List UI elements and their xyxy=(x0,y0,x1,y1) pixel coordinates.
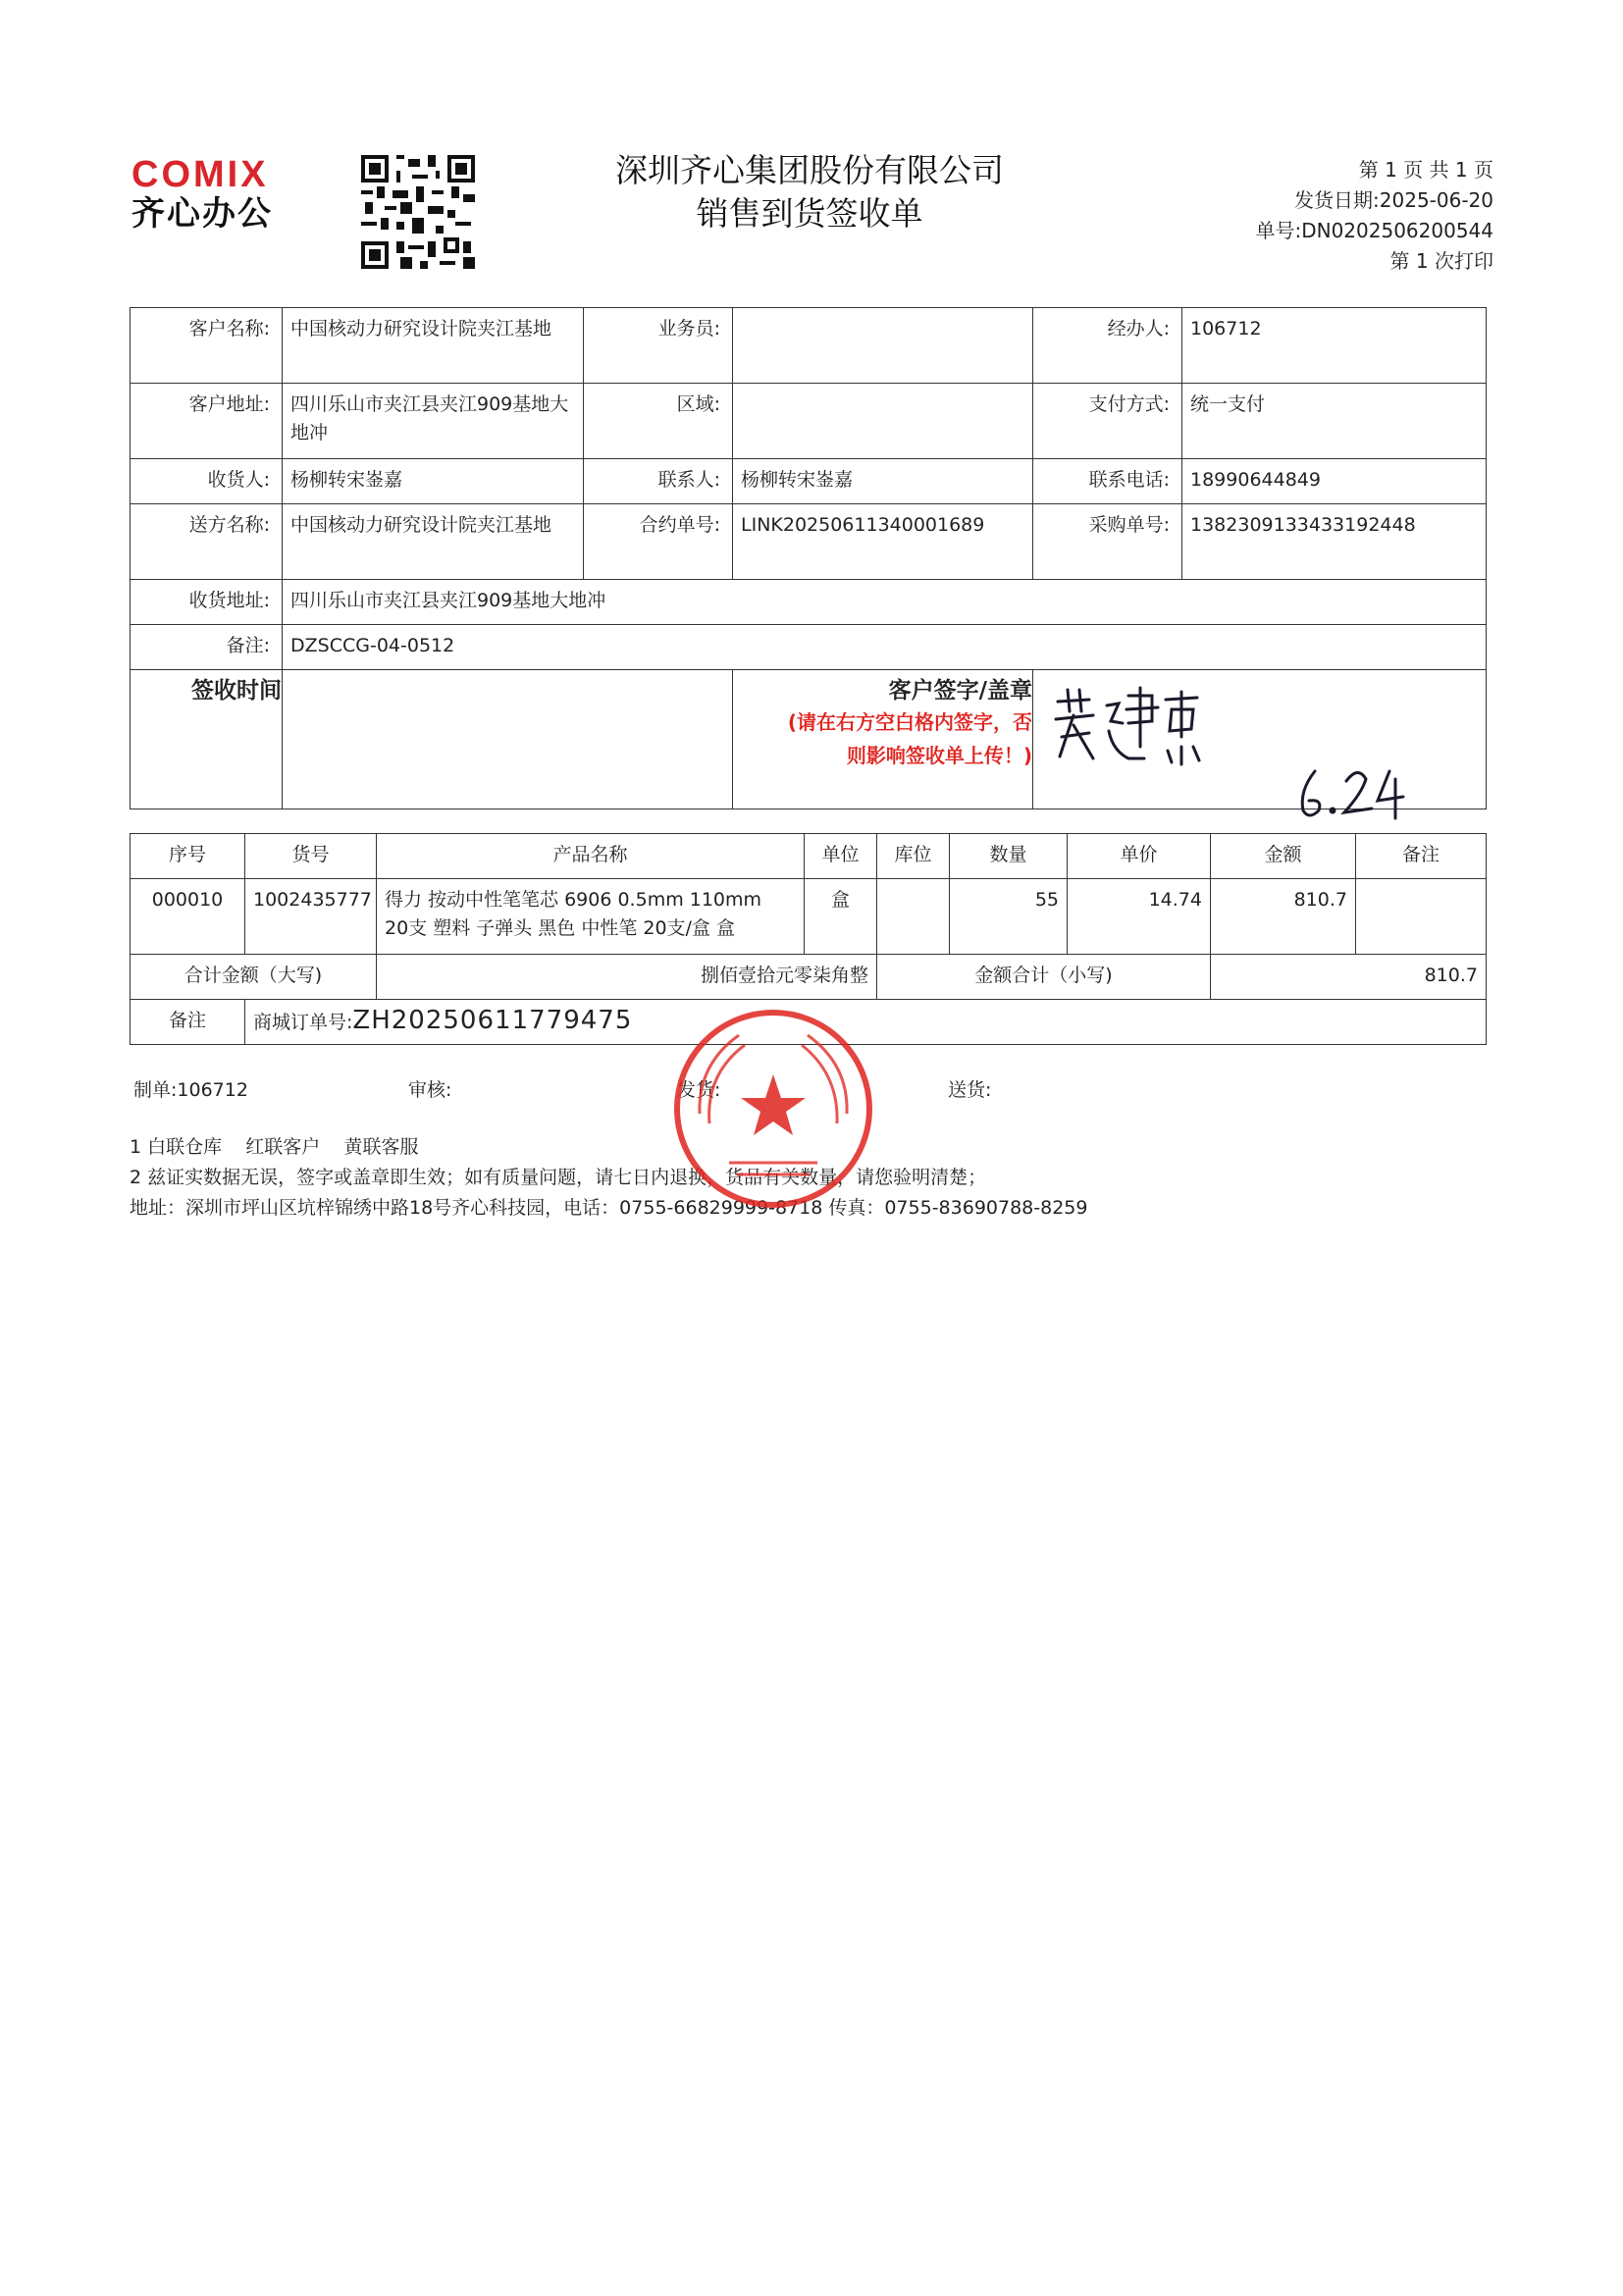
doc-title: 销售到货签收单 xyxy=(696,194,923,233)
sign-time-label: 签收时间 xyxy=(131,670,283,809)
receiver-label: 收货人: xyxy=(131,459,283,504)
col-header-qty: 数量 xyxy=(950,834,1068,879)
doc-no-label: 单号: xyxy=(1255,219,1302,242)
customer-address-label: 客户地址: xyxy=(131,384,283,459)
customer-sign-label: 客户签字/盖章 xyxy=(888,678,1032,704)
total-lower: 810.7 xyxy=(1211,955,1487,1000)
footer-address: 地址：深圳市坪山区坑梓锦绣中路18号齐心科技园，电话：0755-66829999-8718 传真：0755-83690788-8259 xyxy=(130,1197,1088,1219)
page-info: 第 1 页 共 1 页 xyxy=(1358,158,1493,182)
customer-sign-block xyxy=(733,670,1033,809)
remark: DZSCCG-04-0512 xyxy=(283,625,1487,670)
customer-address: 四川乐山市夹江县夹江909基地大地冲 xyxy=(283,384,584,459)
contact: 杨柳转宋崟嘉 xyxy=(733,459,1033,504)
footer-copies: 1 白联仓库 红联客户 黄联客服 xyxy=(130,1136,419,1158)
ship-date-line xyxy=(1255,185,1493,216)
contact-label: 联系人: xyxy=(584,459,733,504)
item-name-line-2: 20支 塑料 子弹头 黑色 中性笔 20支/盒 盒 xyxy=(385,917,735,939)
col-header-location: 库位 xyxy=(877,834,950,879)
doc-no-line xyxy=(1255,216,1493,246)
footer-note: 2 兹证实数据无误，签字或盖章即生效；如有质量问题，请七日内退换，货品有关数量，请您验明清楚； xyxy=(130,1167,987,1188)
order-no: ZH20250611779475 xyxy=(352,1006,633,1035)
company-logo xyxy=(131,155,273,234)
item-amount: 810.7 xyxy=(1211,879,1356,955)
region-label: 区域: xyxy=(584,384,733,459)
sign-time-cell xyxy=(283,670,733,809)
contract-no: LINK20250611340001689 xyxy=(733,504,1033,580)
item-seq: 000010 xyxy=(131,879,245,955)
item-note xyxy=(1356,879,1487,955)
handler-label: 经办人: xyxy=(1033,308,1182,384)
handwritten-signature xyxy=(1050,682,1207,780)
ship-to-label: 送方名称: xyxy=(131,504,283,580)
logo-english: COMIX xyxy=(131,154,269,195)
receiver: 杨柳转宋崟嘉 xyxy=(283,459,584,504)
doc-no: DN0202506200544 xyxy=(1301,219,1493,242)
ship-date: 2025-06-20 xyxy=(1379,188,1493,212)
items-remark-label: 备注 xyxy=(131,1000,245,1045)
document-meta xyxy=(1255,155,1493,277)
ship-date-label: 发货日期: xyxy=(1294,188,1380,212)
phone: 18990644849 xyxy=(1182,459,1487,504)
remark-label: 备注: xyxy=(131,625,283,670)
maker-value: 106712 xyxy=(177,1079,248,1101)
document-title-block xyxy=(550,149,1070,235)
ship-to: 中国核动力研究设计院夹江基地 xyxy=(283,504,584,580)
table-row xyxy=(131,879,1487,955)
shipper-label: 发货: xyxy=(677,1079,721,1101)
sign-note-2: 则影响签收单上传！) xyxy=(846,744,1032,767)
company-seal-stamp xyxy=(670,1006,876,1212)
review-label: 审核: xyxy=(408,1079,452,1101)
maker xyxy=(133,1075,248,1102)
order-no-label: 商城订单号: xyxy=(253,1012,353,1033)
company-name: 深圳齐心集团股份有限公司 xyxy=(615,151,1004,189)
purchase-no: 1382309133433192448 xyxy=(1182,504,1487,580)
phone-label: 联系电话: xyxy=(1033,459,1182,504)
item-name xyxy=(377,879,805,955)
region xyxy=(733,384,1033,459)
item-qty: 55 xyxy=(950,879,1068,955)
col-header-sku: 货号 xyxy=(245,834,377,879)
handler: 106712 xyxy=(1182,308,1487,384)
logo-chinese: 齐心办公 xyxy=(131,194,273,234)
item-price: 14.74 xyxy=(1068,879,1211,955)
customer-name: 中国核动力研究设计院夹江基地 xyxy=(283,308,584,384)
print-count: 第 1 次打印 xyxy=(1389,249,1493,273)
handwritten-date xyxy=(1293,757,1411,822)
customer-name-label: 客户名称: xyxy=(131,308,283,384)
customer-info-table xyxy=(130,307,1487,809)
deliver-label: 送货: xyxy=(948,1079,992,1101)
item-unit: 盒 xyxy=(805,879,877,955)
col-header-note: 备注 xyxy=(1356,834,1487,879)
total-upper-label: 合计金额（大写) xyxy=(131,955,377,1000)
col-header-unit: 单位 xyxy=(805,834,877,879)
maker-label: 制单: xyxy=(133,1079,178,1101)
item-sku: 1002435777 xyxy=(245,879,377,955)
delivery-address-label: 收货地址: xyxy=(131,580,283,625)
item-name-line-1: 得力 按动中性笔笔芯 6906 0.5mm 110mm xyxy=(385,889,762,911)
item-location xyxy=(877,879,950,955)
payment-label: 支付方式: xyxy=(1033,384,1182,459)
salesperson xyxy=(733,308,1033,384)
payment-method: 统一支付 xyxy=(1182,384,1487,459)
salesperson-label: 业务员: xyxy=(584,308,733,384)
col-header-product: 产品名称 xyxy=(377,834,805,879)
col-header-amount: 金额 xyxy=(1211,834,1356,879)
delivery-address: 四川乐山市夹江县夹江909基地大地冲 xyxy=(283,580,1487,625)
qr-code-icon xyxy=(361,155,475,269)
total-lower-label: 金额合计（小写) xyxy=(877,955,1211,1000)
sign-note-1: (请在右方空白格内签字，否 xyxy=(787,710,1032,734)
purchase-label: 采购单号: xyxy=(1033,504,1182,580)
col-header-price: 单价 xyxy=(1068,834,1211,879)
contract-label: 合约单号: xyxy=(584,504,733,580)
total-upper: 捌佰壹拾元零柒角整 xyxy=(377,955,877,1000)
col-header-seq: 序号 xyxy=(131,834,245,879)
